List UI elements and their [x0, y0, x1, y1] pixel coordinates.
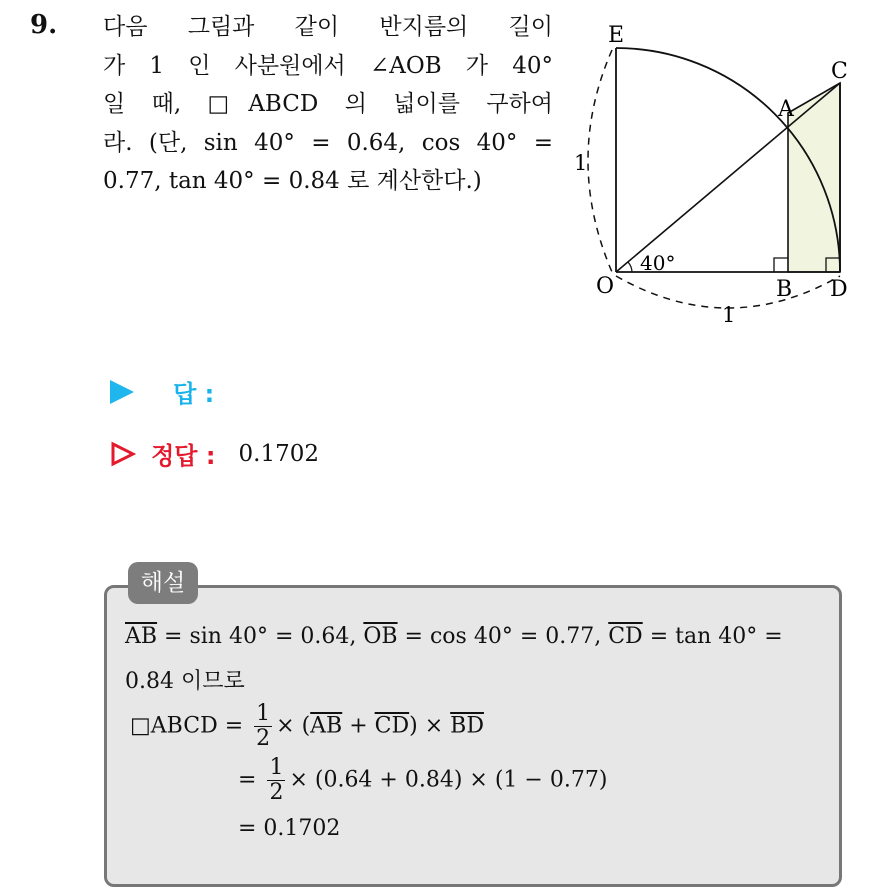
solution-line-4	[238, 756, 607, 805]
solution-text: × (0.64 + 0.84) × (1 − 0.77)	[289, 767, 608, 793]
fraction-half	[267, 756, 285, 805]
question-line-3: 일 때, □ABCD 의 넓이를 구하여	[103, 91, 553, 117]
question-line-5: 0.77, tan 40° = 0.84 로 계산한다.)	[103, 168, 482, 194]
question-text	[103, 8, 553, 201]
right-angle-b	[774, 258, 788, 272]
label-e: E	[608, 23, 625, 48]
solution-text: × (	[276, 713, 311, 739]
label-d: D	[830, 277, 848, 302]
fraction-denominator: 2	[269, 780, 284, 805]
segment-bd-text: $\overline{BD}$	[450, 713, 484, 739]
solution-text: = tan 40° =	[642, 624, 783, 649]
segment-ab-text: $\overline{AB}$	[310, 713, 343, 739]
label-side-left: 1	[574, 151, 588, 175]
answer-label: 답 :	[173, 380, 215, 408]
solution-text: = cos 40° = 0.77,	[397, 624, 609, 649]
angle-arc	[628, 262, 632, 272]
solution-text: +	[342, 713, 375, 739]
solution-line-3	[130, 702, 484, 751]
fraction-numerator: 1	[256, 701, 271, 726]
dim-arc-left	[588, 50, 612, 272]
play-triangle-icon	[110, 380, 134, 404]
label-a: A	[778, 97, 794, 122]
answer-row	[110, 374, 214, 409]
correct-answer-row	[110, 436, 319, 471]
label-b: B	[776, 277, 793, 302]
segment-cd-text: $\overline{CD}$	[374, 713, 410, 739]
solution-text: = sin 40° = 0.64,	[157, 624, 364, 649]
segment-ob-text: $\overline{OB}$	[363, 624, 398, 649]
question-line-1: 다음 그림과 같이 반지름의 길이	[103, 14, 553, 40]
fraction-numerator: 1	[269, 755, 284, 780]
fraction-half	[254, 702, 272, 751]
label-angle: 40°	[640, 251, 676, 275]
outline-triangle-icon	[110, 441, 136, 467]
label-side-bottom: 1	[722, 303, 736, 327]
segment-cd-text: $\overline{CD}$	[608, 624, 643, 649]
solution-line-1	[125, 624, 783, 649]
solution-text: =	[238, 767, 257, 793]
correct-answer-label: 정답 :	[151, 442, 216, 470]
solution-line-5: = 0.1702	[238, 816, 341, 841]
trapezoid-abcd	[788, 83, 840, 272]
question-number: 9.	[30, 10, 58, 40]
label-c: C	[831, 59, 848, 84]
solution-text: ) ×	[409, 713, 451, 739]
solution-line-2: 0.84 이므로	[125, 669, 245, 694]
question-line-4: 라. (단, sin 40° = 0.64, cos 40° =	[103, 129, 553, 156]
quarter-circle-figure	[560, 10, 860, 330]
label-o: O	[596, 274, 615, 299]
question-line-2: 가 1 인 사분원에서 ∠AOB 가 40°	[103, 52, 553, 79]
segment-ab-text: $\overline{AB}$	[125, 624, 158, 649]
solution-tag: 해설	[128, 562, 198, 604]
correct-answer-value: 0.1702	[238, 440, 319, 467]
solution-text: □ABCD =	[130, 713, 244, 739]
fraction-denominator: 2	[256, 726, 271, 751]
